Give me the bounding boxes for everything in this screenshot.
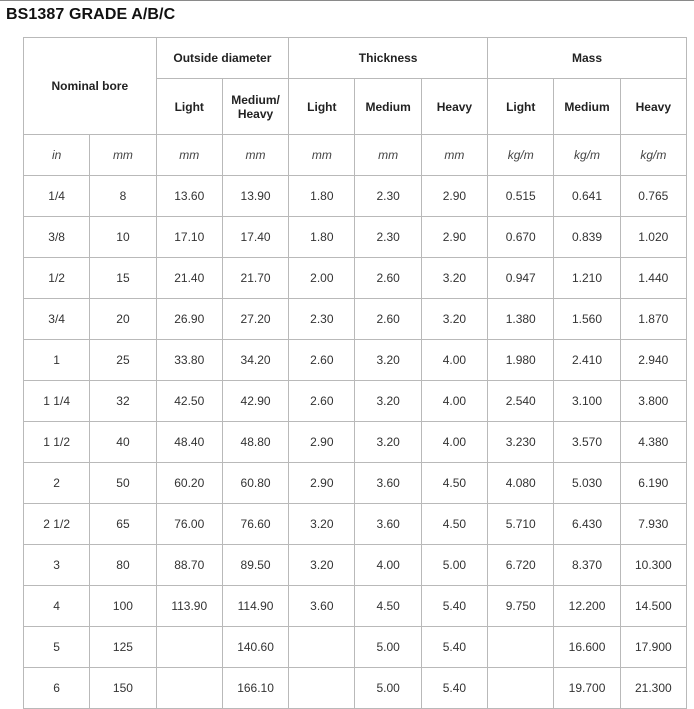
cell-mass-heavy: 3.800 xyxy=(620,381,686,422)
cell-od-medium-heavy: 166.10 xyxy=(222,668,288,709)
cell-od-medium-heavy: 114.90 xyxy=(222,586,288,627)
cell-mass-heavy: 14.500 xyxy=(620,586,686,627)
cell-thk-medium: 5.00 xyxy=(355,668,421,709)
cell-mass-heavy: 7.930 xyxy=(620,504,686,545)
cell-od-light: 60.20 xyxy=(156,463,222,504)
top-divider xyxy=(0,0,694,1)
cell-thk-medium: 3.60 xyxy=(355,463,421,504)
cell-mass-light: 6.720 xyxy=(488,545,554,586)
cell-nominal-mm: 8 xyxy=(90,176,156,217)
header-nominal-bore: Nominal bore xyxy=(24,38,157,135)
cell-nominal-in: 1 xyxy=(24,340,90,381)
cell-thk-heavy: 4.50 xyxy=(421,504,487,545)
header-thickness-medium: Medium xyxy=(355,79,421,135)
header-row-groups xyxy=(24,38,687,79)
header-mass-medium: Medium xyxy=(554,79,620,135)
cell-thk-heavy: 5.00 xyxy=(421,545,487,586)
cell-thk-light: 3.20 xyxy=(289,504,355,545)
cell-od-medium-heavy: 34.20 xyxy=(222,340,288,381)
cell-thk-medium: 2.60 xyxy=(355,258,421,299)
cell-mass-medium: 8.370 xyxy=(554,545,620,586)
cell-mass-light: 5.710 xyxy=(488,504,554,545)
cell-thk-light: 2.30 xyxy=(289,299,355,340)
cell-mass-light: 1.980 xyxy=(488,340,554,381)
cell-thk-heavy: 3.20 xyxy=(421,258,487,299)
cell-od-medium-heavy: 48.80 xyxy=(222,422,288,463)
cell-thk-heavy: 2.90 xyxy=(421,176,487,217)
cell-mass-medium: 5.030 xyxy=(554,463,620,504)
cell-mass-light xyxy=(488,627,554,668)
cell-od-light: 26.90 xyxy=(156,299,222,340)
cell-mass-light: 3.230 xyxy=(488,422,554,463)
cell-mass-light: 0.515 xyxy=(488,176,554,217)
cell-od-light: 42.50 xyxy=(156,381,222,422)
cell-nominal-mm: 150 xyxy=(90,668,156,709)
cell-thk-heavy: 4.00 xyxy=(421,381,487,422)
table-row xyxy=(24,586,687,627)
cell-mass-light: 9.750 xyxy=(488,586,554,627)
cell-mass-heavy: 6.190 xyxy=(620,463,686,504)
cell-mass-light xyxy=(488,668,554,709)
unit-cell: mm xyxy=(289,135,355,176)
cell-thk-heavy: 5.40 xyxy=(421,627,487,668)
cell-nominal-mm: 32 xyxy=(90,381,156,422)
cell-thk-medium: 3.20 xyxy=(355,381,421,422)
cell-od-medium-heavy: 76.60 xyxy=(222,504,288,545)
cell-mass-medium: 2.410 xyxy=(554,340,620,381)
cell-mass-medium: 6.430 xyxy=(554,504,620,545)
cell-nominal-mm: 15 xyxy=(90,258,156,299)
cell-thk-medium: 3.20 xyxy=(355,422,421,463)
cell-nominal-mm: 10 xyxy=(90,217,156,258)
cell-thk-light: 2.90 xyxy=(289,422,355,463)
unit-cell: mm xyxy=(421,135,487,176)
table-row xyxy=(24,422,687,463)
header-thickness-light: Light xyxy=(289,79,355,135)
cell-mass-light: 0.947 xyxy=(488,258,554,299)
cell-nominal-in: 2 xyxy=(24,463,90,504)
header-mass-light: Light xyxy=(488,79,554,135)
cell-nominal-in: 1 1/2 xyxy=(24,422,90,463)
cell-mass-heavy: 1.020 xyxy=(620,217,686,258)
cell-od-medium-heavy: 17.40 xyxy=(222,217,288,258)
unit-cell: kg/m xyxy=(620,135,686,176)
cell-od-light: 13.60 xyxy=(156,176,222,217)
cell-od-medium-heavy: 21.70 xyxy=(222,258,288,299)
cell-mass-medium: 1.210 xyxy=(554,258,620,299)
cell-thk-medium: 3.20 xyxy=(355,340,421,381)
cell-mass-medium: 0.839 xyxy=(554,217,620,258)
cell-nominal-mm: 65 xyxy=(90,504,156,545)
cell-mass-light: 4.080 xyxy=(488,463,554,504)
cell-thk-heavy: 2.90 xyxy=(421,217,487,258)
unit-cell: mm xyxy=(90,135,156,176)
cell-nominal-in: 3/8 xyxy=(24,217,90,258)
table-row xyxy=(24,217,687,258)
cell-mass-heavy: 0.765 xyxy=(620,176,686,217)
cell-mass-medium: 16.600 xyxy=(554,627,620,668)
cell-od-light: 88.70 xyxy=(156,545,222,586)
cell-thk-light xyxy=(289,627,355,668)
header-outside-diameter: Outside diameter xyxy=(156,38,289,79)
cell-od-medium-heavy: 42.90 xyxy=(222,381,288,422)
cell-od-light: 21.40 xyxy=(156,258,222,299)
cell-od-light xyxy=(156,627,222,668)
cell-mass-medium: 12.200 xyxy=(554,586,620,627)
table-row xyxy=(24,627,687,668)
cell-nominal-mm: 125 xyxy=(90,627,156,668)
unit-cell: kg/m xyxy=(554,135,620,176)
header-thickness-heavy: Heavy xyxy=(421,79,487,135)
units-row xyxy=(24,135,687,176)
cell-mass-medium: 19.700 xyxy=(554,668,620,709)
cell-nominal-in: 1/4 xyxy=(24,176,90,217)
cell-mass-heavy: 4.380 xyxy=(620,422,686,463)
cell-od-medium-heavy: 140.60 xyxy=(222,627,288,668)
cell-mass-light: 1.380 xyxy=(488,299,554,340)
cell-thk-medium: 4.50 xyxy=(355,586,421,627)
header-mass-heavy: Heavy xyxy=(620,79,686,135)
cell-nominal-in: 1/2 xyxy=(24,258,90,299)
table-row xyxy=(24,340,687,381)
header-od-medium-heavy-line2: Heavy xyxy=(237,106,274,121)
cell-thk-light: 3.60 xyxy=(289,586,355,627)
cell-thk-heavy: 3.20 xyxy=(421,299,487,340)
cell-nominal-mm: 25 xyxy=(90,340,156,381)
pipe-spec-table xyxy=(23,37,687,709)
table-row xyxy=(24,504,687,545)
cell-od-medium-heavy: 89.50 xyxy=(222,545,288,586)
unit-cell: kg/m xyxy=(488,135,554,176)
unit-cell: in xyxy=(24,135,90,176)
cell-nominal-mm: 20 xyxy=(90,299,156,340)
cell-mass-heavy: 1.870 xyxy=(620,299,686,340)
cell-thk-heavy: 4.00 xyxy=(421,422,487,463)
header-od-medium-heavy xyxy=(222,79,288,135)
table-row xyxy=(24,258,687,299)
cell-nominal-in: 3 xyxy=(24,545,90,586)
table-row xyxy=(24,176,687,217)
cell-thk-heavy: 5.40 xyxy=(421,668,487,709)
table-row xyxy=(24,463,687,504)
cell-nominal-mm: 80 xyxy=(90,545,156,586)
table-row xyxy=(24,381,687,422)
cell-nominal-in: 1 1/4 xyxy=(24,381,90,422)
unit-cell: mm xyxy=(355,135,421,176)
cell-thk-medium: 2.30 xyxy=(355,217,421,258)
header-thickness: Thickness xyxy=(289,38,488,79)
cell-thk-heavy: 4.50 xyxy=(421,463,487,504)
cell-od-light xyxy=(156,668,222,709)
header-od-medium-heavy-line1: Medium/ xyxy=(231,92,280,107)
unit-cell: mm xyxy=(222,135,288,176)
page-title: BS1387 GRADE A/B/C xyxy=(6,6,176,23)
cell-nominal-in: 6 xyxy=(24,668,90,709)
cell-od-light: 48.40 xyxy=(156,422,222,463)
cell-mass-medium: 3.570 xyxy=(554,422,620,463)
cell-mass-light: 0.670 xyxy=(488,217,554,258)
cell-od-medium-heavy: 27.20 xyxy=(222,299,288,340)
cell-thk-light: 2.60 xyxy=(289,381,355,422)
cell-thk-light xyxy=(289,668,355,709)
table-row xyxy=(24,545,687,586)
cell-od-light: 76.00 xyxy=(156,504,222,545)
header-od-light: Light xyxy=(156,79,222,135)
cell-thk-light: 1.80 xyxy=(289,217,355,258)
cell-thk-medium: 2.60 xyxy=(355,299,421,340)
cell-nominal-mm: 50 xyxy=(90,463,156,504)
cell-od-light: 17.10 xyxy=(156,217,222,258)
cell-nominal-in: 2 1/2 xyxy=(24,504,90,545)
table-row xyxy=(24,299,687,340)
cell-nominal-in: 3/4 xyxy=(24,299,90,340)
cell-nominal-mm: 100 xyxy=(90,586,156,627)
cell-thk-medium: 4.00 xyxy=(355,545,421,586)
header-mass: Mass xyxy=(488,38,687,79)
unit-cell: mm xyxy=(156,135,222,176)
cell-od-light: 113.90 xyxy=(156,586,222,627)
cell-thk-heavy: 5.40 xyxy=(421,586,487,627)
cell-mass-heavy: 1.440 xyxy=(620,258,686,299)
cell-mass-medium: 0.641 xyxy=(554,176,620,217)
cell-mass-heavy: 10.300 xyxy=(620,545,686,586)
cell-mass-medium: 1.560 xyxy=(554,299,620,340)
cell-thk-light: 2.60 xyxy=(289,340,355,381)
cell-mass-heavy: 2.940 xyxy=(620,340,686,381)
cell-od-light: 33.80 xyxy=(156,340,222,381)
cell-nominal-in: 4 xyxy=(24,586,90,627)
cell-thk-medium: 2.30 xyxy=(355,176,421,217)
cell-thk-light: 2.00 xyxy=(289,258,355,299)
cell-nominal-in: 5 xyxy=(24,627,90,668)
cell-mass-heavy: 17.900 xyxy=(620,627,686,668)
cell-od-medium-heavy: 13.90 xyxy=(222,176,288,217)
table-row xyxy=(24,668,687,709)
cell-mass-medium: 3.100 xyxy=(554,381,620,422)
cell-thk-heavy: 4.00 xyxy=(421,340,487,381)
cell-thk-light: 2.90 xyxy=(289,463,355,504)
cell-thk-medium: 5.00 xyxy=(355,627,421,668)
cell-thk-light: 3.20 xyxy=(289,545,355,586)
cell-thk-medium: 3.60 xyxy=(355,504,421,545)
cell-mass-light: 2.540 xyxy=(488,381,554,422)
cell-mass-heavy: 21.300 xyxy=(620,668,686,709)
cell-thk-light: 1.80 xyxy=(289,176,355,217)
cell-od-medium-heavy: 60.80 xyxy=(222,463,288,504)
cell-nominal-mm: 40 xyxy=(90,422,156,463)
